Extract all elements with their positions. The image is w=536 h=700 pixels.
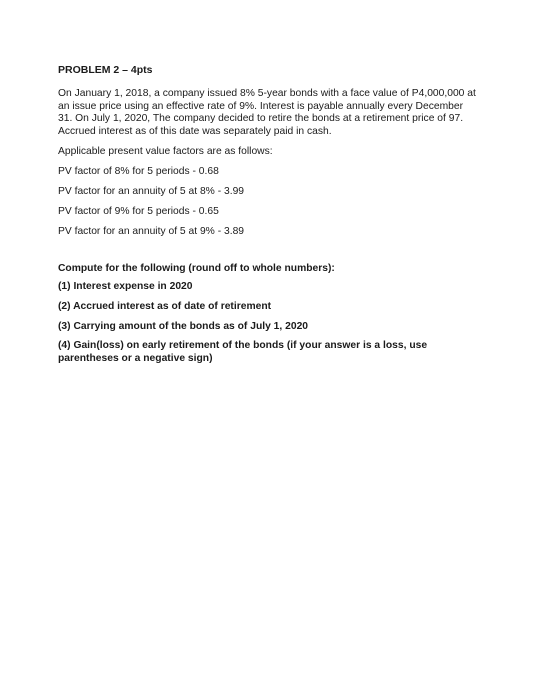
factor-item: PV factor for an annuity of 5 at 8% - 3.99 (58, 186, 245, 198)
compute-title: Compute for the following (round off to whole numbers): (58, 263, 335, 275)
question-item: (3) Carrying amount of the bonds as of July 1, 2020 (58, 320, 309, 332)
problem-title: PROBLEM 2 – 4pts (58, 64, 153, 76)
factors-intro: Applicable present value factors are as follows: (58, 146, 273, 158)
problem-document (58, 63, 478, 372)
factor-item: PV factor of 8% for 5 periods - 0.68 (58, 166, 219, 178)
problem-paragraph: On January 1, 2018, a company issued 8% 5-year bonds with a face value of P4,000,000 at an issue price using an effective rate of 9%. Interest is payable annually every December 31. On July 1, 2020, The company decided to retire the bonds at a retirement price of 97. Accrued interest as of this date was separately paid in cash. (58, 88, 476, 137)
question-item: (1) Interest expense in 2020 (58, 281, 193, 293)
compute-section (58, 262, 478, 365)
question-item: (4) Gain(loss) on early retirement of the bonds (if your answer is a loss, use parentheses or a negative sign) (58, 340, 428, 364)
factor-item: PV factor for an annuity of 5 at 9% - 3.89 (58, 226, 245, 238)
question-item: (2) Accrued interest as of date of retirement (58, 300, 272, 312)
factor-item: PV factor of 9% for 5 periods - 0.65 (58, 206, 219, 218)
